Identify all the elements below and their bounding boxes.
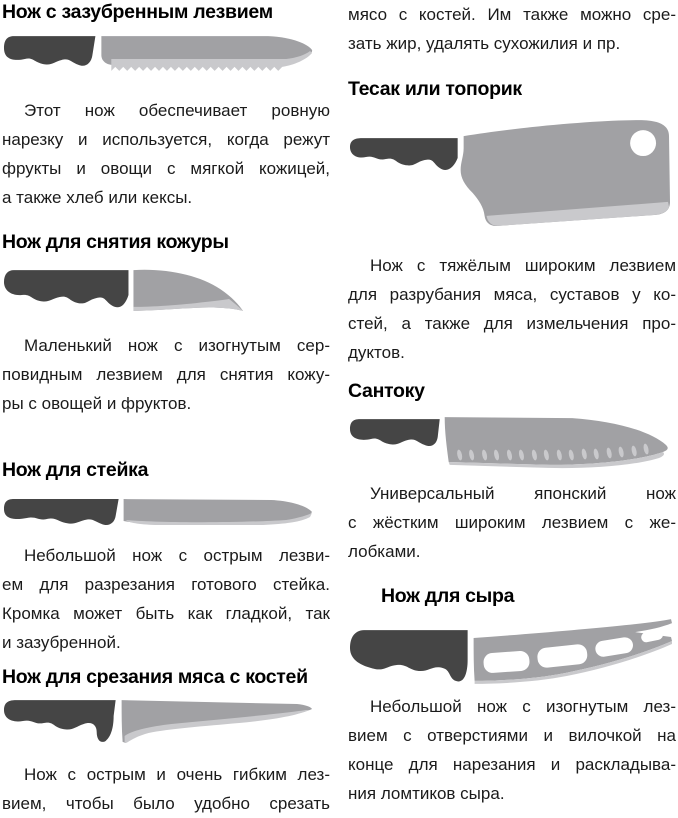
section-heading: Нож для срезания мяса с костей xyxy=(2,666,308,688)
section-paragraph: Этот нож обеспечивает ровную нарезку и используется, когда режут фрукты и овощи с мягкой кожицей, а также хлеб или кексы. xyxy=(2,101,330,207)
section-peeling-knife xyxy=(2,230,330,418)
section-steak-knife xyxy=(2,458,330,657)
steak-knife-illustration xyxy=(2,497,314,531)
left-column xyxy=(2,0,330,813)
section-paragraph: Универсальный японский нож с жёстким широким лезвием с же- лобками. xyxy=(348,484,676,561)
section-paragraph: Нож с острым и очень гибким лез- вием, чтобы было удобно срезать xyxy=(2,765,330,813)
section-heading: Тесак или топорик xyxy=(348,78,522,100)
peeling-knife-illustration xyxy=(2,267,246,313)
section-serrated-knife xyxy=(2,0,330,212)
serrated-knife-illustration xyxy=(2,34,316,76)
continuation-paragraph: мясо с костей. Им также можно сре- зать жир, удалять сухожилия и пр. xyxy=(348,5,676,53)
cleaver-illustration xyxy=(348,112,672,232)
santoku-knife-illustration xyxy=(348,415,672,472)
section-heading: Нож для снятия кожуры xyxy=(2,231,229,253)
section-heading: Нож для стейка xyxy=(2,459,149,481)
section-cheese-knife xyxy=(348,584,676,808)
section-heading: Нож с зазубренным лезвием xyxy=(2,1,273,23)
boning-knife-illustration xyxy=(2,698,314,746)
right-column xyxy=(348,0,676,810)
cheese-knife-illustration xyxy=(348,618,672,692)
section-paragraph: Маленький нож с изогнутым сер- повидным лезвием для снятия кожу- ры с овощей и фруктов. xyxy=(2,336,330,413)
section-paragraph: Небольшой нож с изогнутым лез- вием с отверстиями и вилочкой на конце для нарезания и раскладыва- ния ломтиков сыра. xyxy=(348,697,676,803)
section-heading: Нож для сыра xyxy=(381,585,515,607)
section-paragraph: Небольшой нож с острым лезви- ем для разрезания готового стейка. Кромка может быть как гладкой, так и зазубренной. xyxy=(2,546,330,652)
section-boning-knife xyxy=(2,665,330,818)
section-heading: Сантоку xyxy=(348,380,425,402)
section-paragraph: Нож с тяжёлым широким лезвием для разрубания мяса, суставов у ко- стей, а также для измельчения про- дуктов. xyxy=(348,256,676,362)
section-santoku xyxy=(348,379,676,566)
section-cleaver xyxy=(348,77,676,367)
